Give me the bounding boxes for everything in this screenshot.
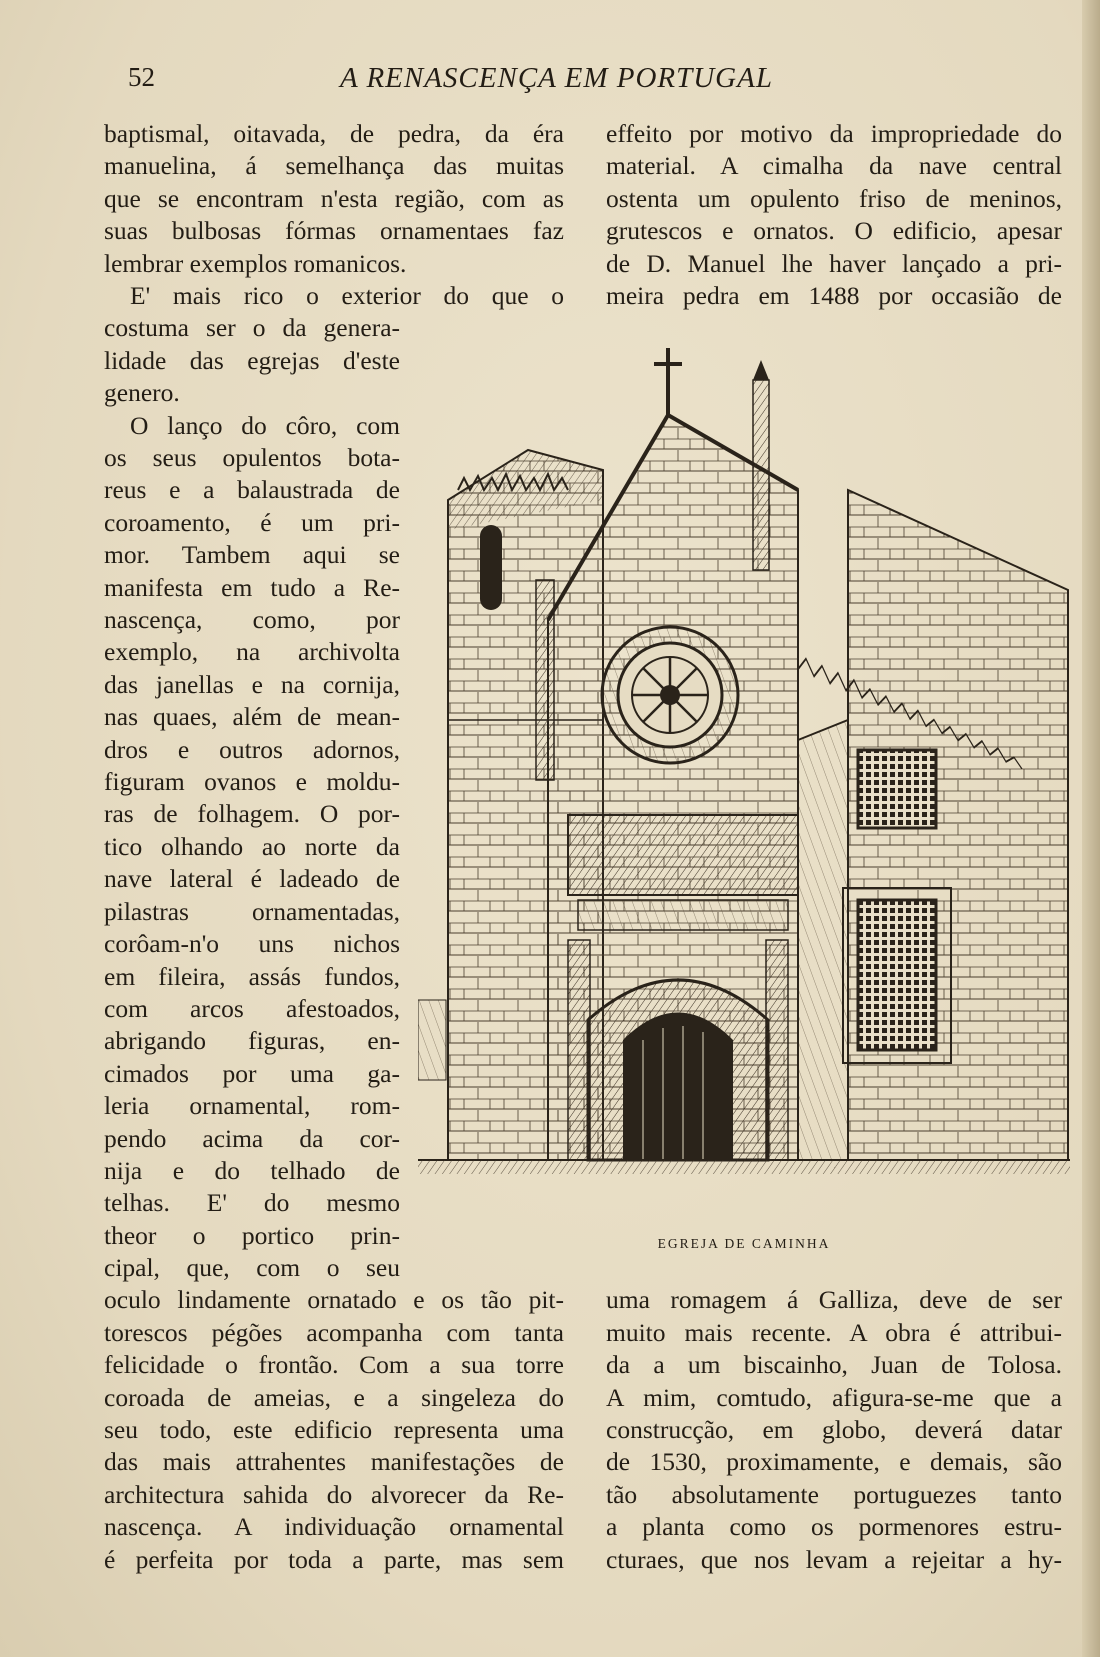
text-line: coroada de ameias, e a singeleza do <box>104 1382 564 1412</box>
text-line: cturaes, que nos levam a rejeitar a hy- <box>606 1544 1062 1574</box>
page-edge-shadow <box>1082 0 1100 1657</box>
text-line: O lanço do côro, com <box>130 410 400 440</box>
text-line: material. A cimalha da nave central <box>606 151 1062 181</box>
text-line: leria ornamental, rom- <box>104 1091 400 1121</box>
text-line: meira pedra em 1488 por occasião de <box>606 281 1062 311</box>
figure-caption: EGREJA DE CAMINHA <box>657 1236 831 1251</box>
text-line: tico olhando ao norte da <box>104 831 400 861</box>
left-column-narrow <box>104 312 400 1284</box>
text-line: lembrar exemplos romanicos. <box>104 248 407 278</box>
text-line: muito mais recente. A obra é attribui- <box>606 1317 1062 1347</box>
text-line: torescos pégões acompanha com tanta <box>104 1317 564 1347</box>
text-line: pilastras ornamentadas, <box>104 896 400 926</box>
text-line: pendo acima da cor- <box>104 1123 400 1153</box>
text-line: das janellas e na cornija, <box>104 669 400 699</box>
text-line: nascença, como, por <box>104 605 400 635</box>
text-line: felicidade o frontão. Com a sua torre <box>104 1350 564 1380</box>
text-line: que se encontram n'esta região, com as <box>104 183 564 213</box>
text-line: coroamento, é um pri- <box>104 507 400 537</box>
text-line: nija e do telhado de <box>104 1155 400 1185</box>
text-line: A mim, comtudo, afigura-se-me que a <box>606 1382 1062 1412</box>
text-line: oculo lindamente ornatado e os tão pit- <box>104 1285 564 1315</box>
text-line: figuram ovanos e moldu- <box>104 767 400 797</box>
text-line: de 1530, proximamente, e demais, são <box>606 1447 1062 1477</box>
text-line: telhas. E' do mesmo <box>104 1188 400 1218</box>
text-line: effeito por motivo da impropriedade do <box>606 119 1062 148</box>
text-line: em fileira, assás fundos, <box>104 961 400 991</box>
text-line: grutescos e ornatos. O edificio, apesar <box>606 216 1062 246</box>
text-line: da a um biscainho, Juan de Tolosa. <box>606 1350 1062 1380</box>
text-line: com arcos afestoados, <box>104 993 400 1023</box>
text-line: reus e a balaustrada de <box>104 475 400 505</box>
text-line: ostenta um opulento friso de meninos, <box>606 183 1062 213</box>
text-line: corôam-n'o uns nichos <box>104 929 400 959</box>
text-line: theor o portico prin- <box>104 1220 400 1250</box>
text-line: seu todo, este edificio representa uma <box>104 1415 564 1445</box>
running-title: A RENASCENÇA EM PORTUGAL <box>340 62 773 94</box>
text-line: tão absolutamente portuguezes tanto <box>606 1479 1062 1509</box>
text-line: manuelina, á semelhança das muitas <box>104 151 564 181</box>
text-line: mor. Tambem aqui se <box>104 540 400 570</box>
page-number: 52 <box>128 62 155 92</box>
left-column-top <box>104 118 564 312</box>
text-line: cipal, que, com o seu <box>104 1253 400 1283</box>
church-illustration <box>418 340 1070 1214</box>
text-line: nascença. A individuação ornamental <box>104 1512 564 1542</box>
text-line: nas quaes, além de mean- <box>104 702 400 732</box>
text-line: construcção, em globo, deverá datar <box>606 1415 1062 1445</box>
text-line: de D. Manuel lhe haver lançado a pri- <box>606 248 1062 278</box>
page-header <box>128 62 1028 102</box>
text-line: dros e outros adornos, <box>104 734 400 764</box>
text-line: abrigando figuras, en- <box>104 1026 400 1056</box>
right-column-top <box>606 118 1062 312</box>
text-line: architectura sahida do alvorecer da Re- <box>104 1479 564 1509</box>
text-line: uma romagem á Galliza, deve de ser <box>606 1285 1062 1315</box>
text-line: é perfeita por toda a parte, mas sem <box>104 1544 564 1574</box>
text-line: das mais attrahentes manifestações de <box>104 1447 564 1477</box>
text-line: a planta como os pormenores estru- <box>606 1512 1062 1542</box>
text-line: os seus opulentos bota- <box>104 443 400 473</box>
text-line: lidade das egrejas d'este <box>104 345 400 375</box>
text-line: baptismal, oitavada, de pedra, da éra <box>104 119 564 148</box>
text-line: ras de folhagem. O por- <box>104 799 400 829</box>
left-column-bottom <box>104 1284 564 1576</box>
text-line: costuma ser o da genera- <box>104 313 400 343</box>
text-line: manifesta em tudo a Re- <box>104 572 400 602</box>
text-line: exemplo, na archivolta <box>104 637 400 667</box>
text-line: suas bulbosas fórmas ornamentaes faz <box>104 216 564 246</box>
text-line: nave lateral é ladeado de <box>104 864 400 894</box>
text-line: genero. <box>104 378 180 408</box>
text-line: E' mais rico o exterior do que o <box>130 281 564 311</box>
text-line: cimados por uma ga- <box>104 1058 400 1088</box>
right-column-bottom <box>606 1284 1062 1576</box>
